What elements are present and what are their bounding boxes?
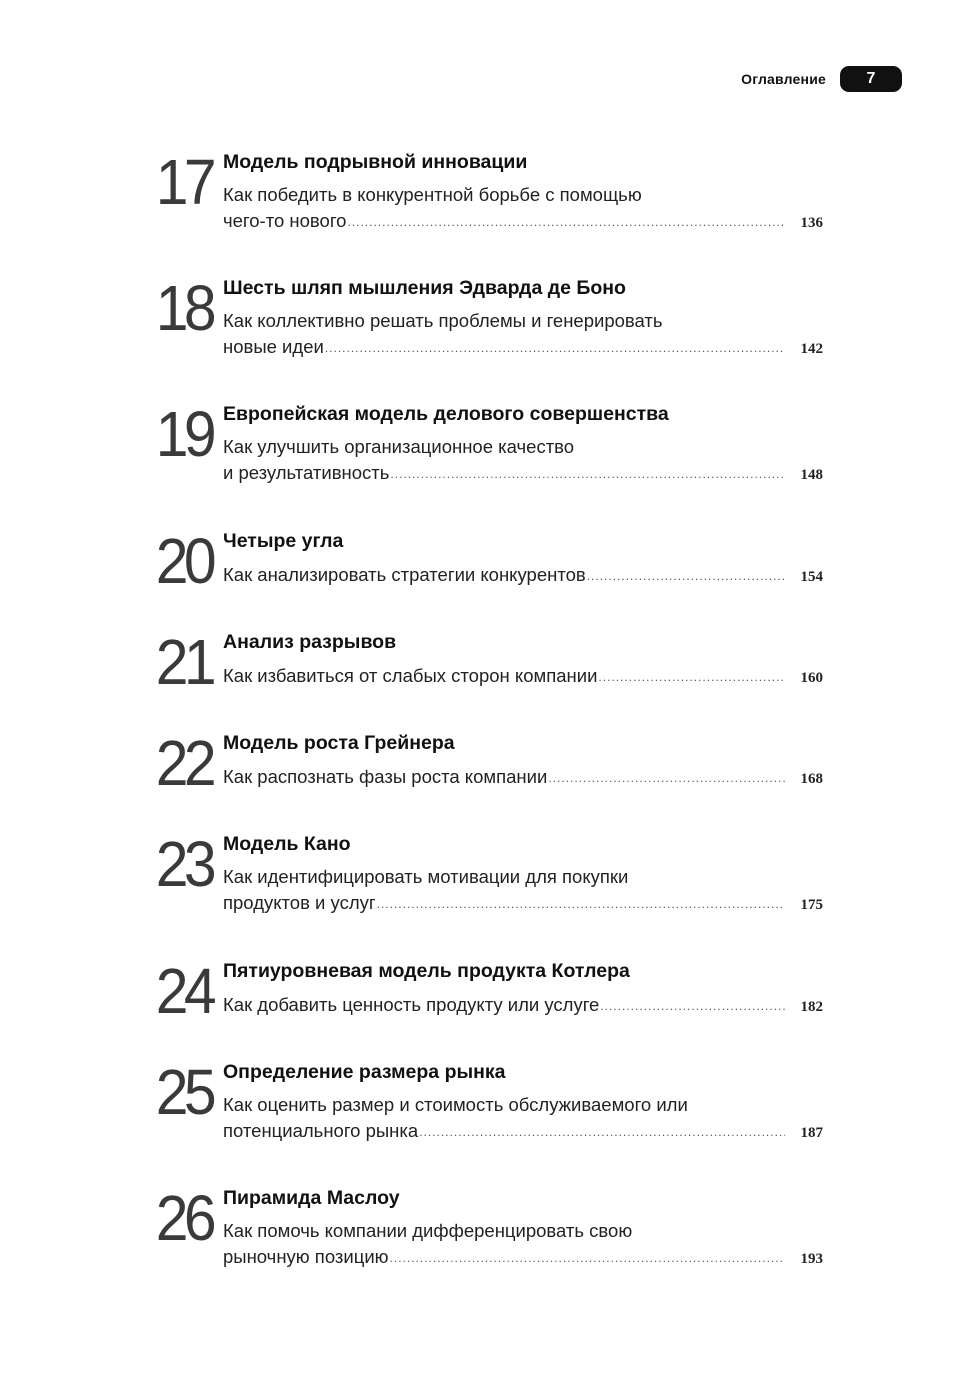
chapter-description — [223, 663, 823, 689]
description-line: рыночную позицию — [223, 1246, 389, 1267]
chapter-description — [223, 182, 823, 234]
chapter-description — [223, 864, 823, 916]
chapter-number: 26 — [155, 1182, 212, 1254]
page-ref: 160 — [800, 670, 823, 686]
chapter-title: Европейская модель делового совершенства — [223, 403, 669, 425]
description-line: Как распознать фазы роста компании — [223, 766, 548, 787]
page-ref: 136 — [800, 215, 823, 231]
description-line: Как оценить размер и стоимость обслуживаемого или — [223, 1094, 688, 1115]
description-line: Как улучшить организационное качество — [223, 436, 575, 457]
chapter-number: 23 — [155, 828, 212, 900]
page-ref: 154 — [800, 569, 823, 585]
chapter-description — [223, 434, 823, 486]
chapter-description — [223, 1218, 823, 1270]
leader-dots — [600, 993, 785, 1019]
chapter-number: 20 — [155, 525, 212, 597]
running-header — [741, 66, 902, 92]
chapter-number: 18 — [155, 272, 212, 344]
page-number-badge: 7 — [840, 66, 902, 92]
chapter-description — [223, 764, 823, 790]
chapter-title: Пирамида Маслоу — [223, 1187, 400, 1209]
page-ref: 193 — [800, 1251, 823, 1267]
leader-dots — [377, 891, 785, 917]
chapter-number: 22 — [155, 727, 212, 799]
description-line: продуктов и услуг — [223, 892, 376, 913]
chapter-title: Четыре угла — [223, 530, 344, 552]
leader-dots — [347, 209, 785, 235]
description-line: Как коллективно решать проблемы и генерировать — [223, 310, 663, 331]
leader-dots — [548, 765, 785, 791]
description-line: Как победить в конкурентной борьбе с помощью — [223, 184, 642, 205]
description-line: чего-то нового — [223, 210, 347, 231]
leader-dots — [587, 563, 785, 589]
chapter-number: 17 — [155, 146, 212, 218]
description-line: потенциального рынка — [223, 1120, 419, 1141]
leader-dots — [390, 461, 785, 487]
leader-dots — [598, 664, 785, 690]
page-ref: 175 — [800, 897, 823, 913]
chapter-description — [223, 1092, 823, 1144]
chapter-description — [223, 308, 823, 360]
leader-dots — [390, 1245, 785, 1271]
leader-dots — [325, 335, 785, 361]
chapter-number: 19 — [155, 398, 212, 470]
chapter-number: 21 — [155, 626, 212, 698]
chapter-title: Модель Кано — [223, 833, 351, 855]
description-line: Как анализировать стратегии конкурентов — [223, 564, 586, 585]
chapter-title: Пятиуровневая модель продукта Котлера — [223, 960, 630, 982]
leader-dots — [419, 1119, 785, 1145]
chapter-title: Шесть шляп мышления Эдварда де Боно — [223, 277, 626, 299]
page-ref: 168 — [800, 771, 823, 787]
page-ref: 187 — [800, 1125, 823, 1141]
description-line: и результативность — [223, 462, 390, 483]
description-line: Как добавить ценность продукту или услуге — [223, 994, 600, 1015]
description-line: Как избавиться от слабых сторон компании — [223, 665, 598, 686]
section-title: Оглавление — [741, 71, 826, 87]
chapter-title: Анализ разрывов — [223, 631, 397, 653]
description-line: Как помочь компании дифференцировать свою — [223, 1220, 633, 1241]
page-ref: 142 — [800, 341, 823, 357]
description-line: новые идеи — [223, 336, 324, 357]
chapter-title: Модель роста Грейнера — [223, 732, 455, 754]
chapter-title: Модель подрывной инновации — [223, 151, 528, 173]
chapter-title: Определение размера рынка — [223, 1061, 506, 1083]
chapter-number: 24 — [155, 955, 212, 1027]
chapter-number: 25 — [155, 1056, 212, 1128]
chapter-description — [223, 992, 823, 1018]
chapter-description — [223, 562, 823, 588]
page-ref: 182 — [800, 999, 823, 1015]
page-ref: 148 — [800, 467, 823, 483]
description-line: Как идентифицировать мотивации для покупки — [223, 866, 629, 887]
